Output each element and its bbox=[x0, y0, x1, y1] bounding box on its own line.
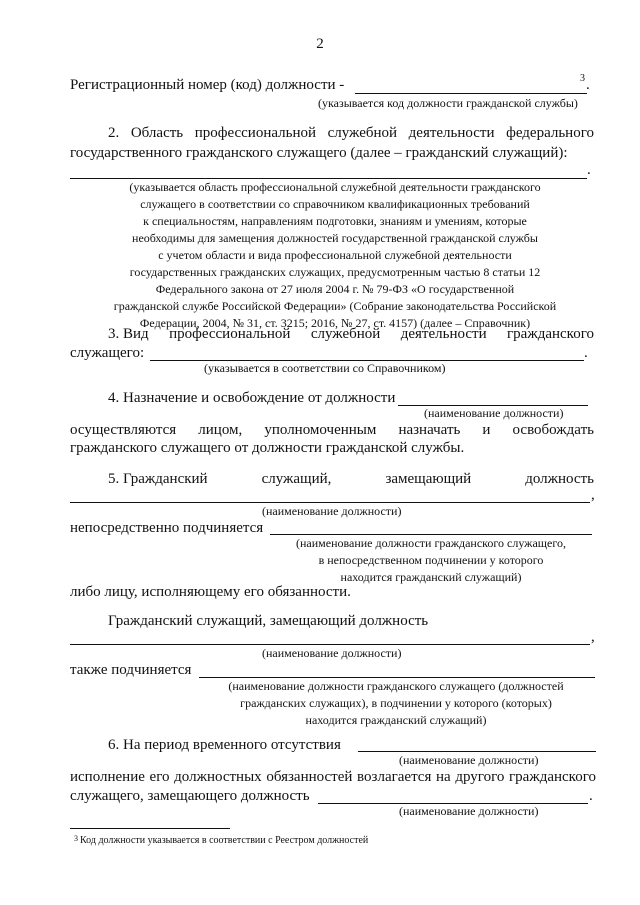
s3-word: деятельности bbox=[400, 326, 487, 342]
s5-word: служащий, bbox=[261, 471, 332, 487]
s5-also-label: также подчиняется bbox=[70, 662, 192, 678]
s2-caption-line: к специальностям, направлениям подготовки, знаниям и умениям, которые bbox=[143, 214, 527, 228]
s5-caption4-line: находится гражданский служащий) bbox=[305, 713, 487, 727]
s5-blank1 bbox=[70, 502, 590, 503]
s6-line3: служащего, замещающего должность bbox=[70, 788, 310, 804]
s5-comma2: , bbox=[591, 629, 595, 645]
s4-word: и bbox=[482, 422, 491, 438]
s5-p2: Гражданский служащий, замещающий должность bbox=[108, 613, 429, 629]
s5-word: замещающий bbox=[385, 471, 472, 487]
footnote-mark: 3 bbox=[580, 73, 585, 84]
s3-caption: (указывается в соответствии со Справочником) bbox=[204, 361, 446, 375]
s5-caption4-line: (наименование должности гражданского служащего (должностей bbox=[228, 679, 564, 693]
s2-caption-line: гражданской службе Российской Федерации» (Собрание законодательства Российской bbox=[113, 299, 557, 313]
s5-word: должность bbox=[525, 471, 594, 487]
s3-line2: служащего: bbox=[70, 345, 145, 361]
s2-line1: 2. Область профессиональной служебной деятельности федерального bbox=[108, 125, 594, 141]
footnote-separator bbox=[70, 828, 230, 829]
s4-word: осуществляются bbox=[70, 422, 177, 438]
s3-word: служебной bbox=[310, 326, 381, 342]
s5-word: 5. Гражданский bbox=[108, 471, 208, 487]
s2-caption-line: с учетом области и вида профессиональной служебной деятельности bbox=[158, 248, 512, 262]
s4-line1: 4. Назначение и освобождение от должности bbox=[108, 390, 396, 406]
s3-word: профессиональной bbox=[169, 326, 291, 342]
s3-word: 3. Вид bbox=[108, 326, 149, 342]
s4-caption: (наименование должности) bbox=[424, 406, 564, 420]
reg-caption: (указывается код должности гражданской службы) bbox=[318, 96, 578, 110]
s2-caption-line: служащего в соответствии со справочником квалификационных требований bbox=[140, 197, 530, 211]
page-number: 2 bbox=[316, 36, 324, 52]
reg-number-label: Регистрационный номер (код) должности - bbox=[70, 77, 345, 93]
s5-subordinate-label: непосредственно подчиняется bbox=[70, 520, 264, 536]
s2-line2: государственного гражданского служащего (далее – гражданский служащий): bbox=[70, 145, 568, 161]
s3-word: гражданского bbox=[507, 326, 594, 342]
s5-caption4-line: гражданских служащих), в подчинении у которого (которых) bbox=[240, 696, 552, 710]
reg-number-blank bbox=[355, 93, 587, 94]
s2-caption-line: Федерального закона от 27 июля 2004 г. № 79-ФЗ «О государственной bbox=[155, 282, 515, 296]
s5-tail: либо лицу, исполняющему его обязанности. bbox=[70, 584, 351, 600]
s4-word: освобождать bbox=[512, 422, 594, 438]
s5-caption3: (наименование должности) bbox=[262, 646, 402, 660]
s2-end-period: . bbox=[587, 162, 591, 178]
s5-comma: , bbox=[591, 487, 595, 503]
s6-line1: 6. На период временного отсутствия bbox=[108, 737, 341, 753]
s4-line2 bbox=[70, 422, 594, 439]
s4-word: назначать bbox=[398, 422, 461, 438]
s5-caption1: (наименование должности) bbox=[262, 504, 402, 518]
s4-word: уполномоченным bbox=[264, 422, 377, 438]
s6-blank1 bbox=[358, 751, 596, 752]
s6-caption1: (наименование должности) bbox=[399, 753, 539, 767]
s5-line1 bbox=[108, 471, 594, 488]
s6-end-period: . bbox=[589, 788, 593, 804]
s2-caption-line: государственных гражданских служащих, предусмотренным частью 8 статьи 12 bbox=[129, 265, 541, 279]
s3-line1 bbox=[108, 326, 594, 343]
footnote-text: Код должности указывается в соответствии с Реестром должностей bbox=[80, 835, 369, 846]
s5-blank3 bbox=[70, 644, 590, 645]
s5-caption4 bbox=[205, 678, 587, 729]
s2-caption-line: необходимы для замещения должностей государственной гражданской службы bbox=[132, 231, 538, 245]
s6-caption2: (наименование должности) bbox=[399, 804, 539, 818]
s6-line2: исполнение его должностных обязанностей возлагается на другого гражданского bbox=[70, 769, 596, 785]
s2-caption-line: (указывается область профессиональной служебной деятельности гражданского bbox=[129, 180, 541, 194]
s2-caption bbox=[80, 179, 590, 332]
reg-end-period: . bbox=[586, 77, 590, 93]
s3-end-period: . bbox=[584, 345, 588, 361]
s4-word: лицом, bbox=[198, 422, 243, 438]
s5-caption2 bbox=[278, 535, 584, 586]
s2-caption-line: Федерации, 2004, № 31, ст. 3215; 2016, № 27, ст. 4157) (далее – Справочник) bbox=[139, 316, 531, 330]
footnote-mark-bottom: 3 bbox=[74, 834, 78, 843]
s5-caption2-line: (наименование должности гражданского служащего, bbox=[296, 536, 566, 550]
s5-caption2-line: в непосредственном подчинении у которого bbox=[318, 553, 544, 567]
s4-line3: гражданского служащего от должности гражданской службы. bbox=[70, 440, 465, 456]
s5-caption2-line: находится гражданский служащий) bbox=[340, 570, 522, 584]
